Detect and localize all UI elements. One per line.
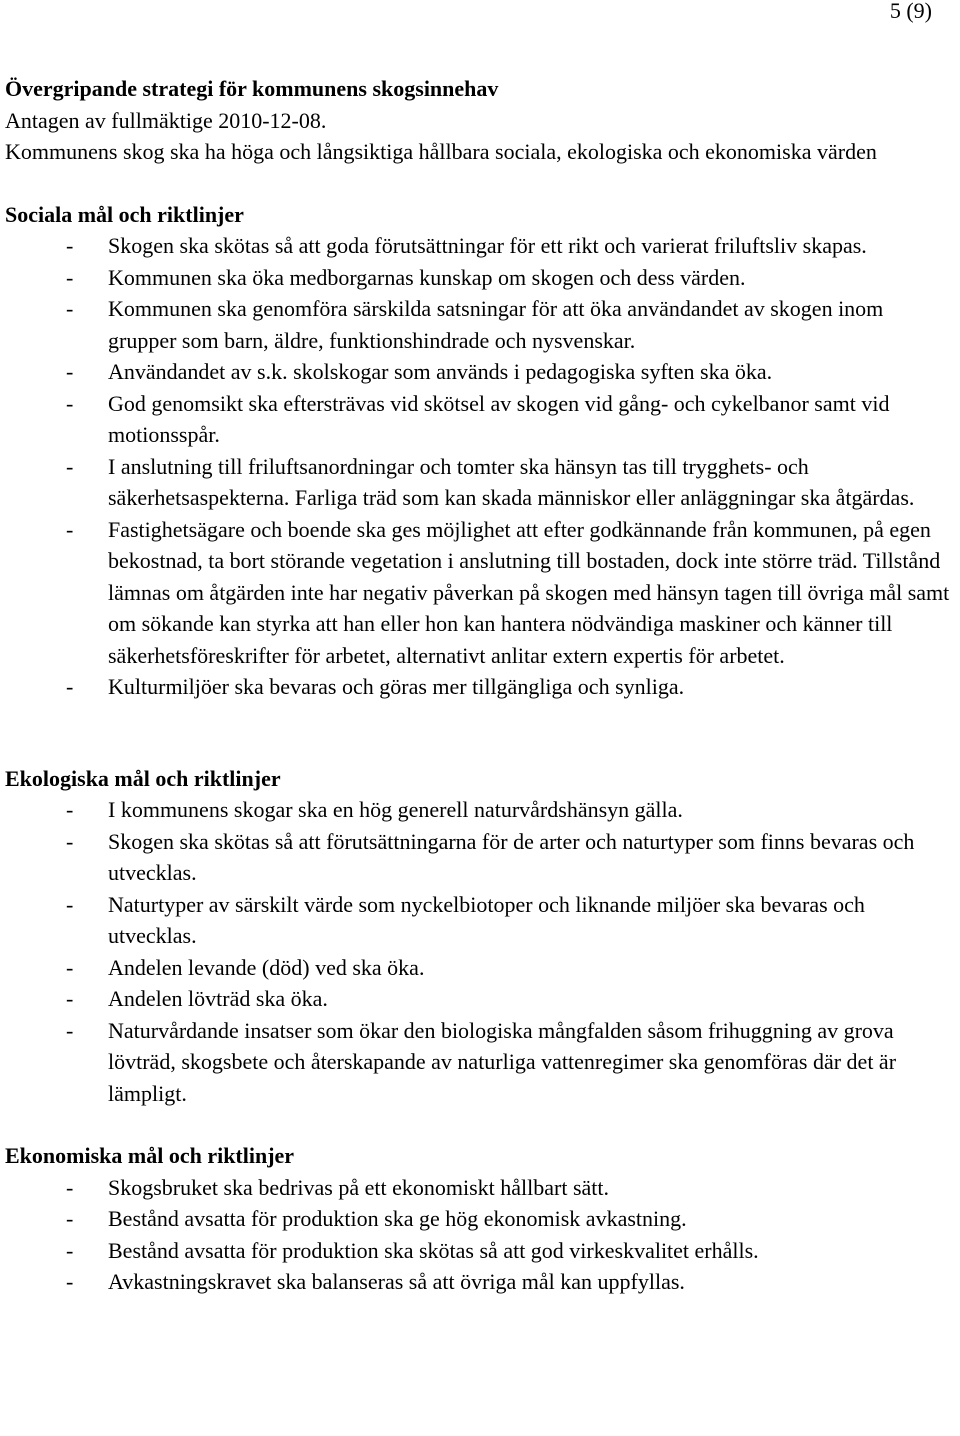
- list-item-text: Kulturmiljöer ska bevaras och göras mer tillgängliga och synliga.: [108, 674, 685, 699]
- section-heading: Ekologiska mål och riktlinjer: [5, 765, 281, 791]
- bullet-dash: -: [66, 1206, 74, 1231]
- list-item: [5, 451, 957, 514]
- list-item: [5, 230, 957, 262]
- list-item-text: I kommunens skogar ska en hög generell naturvårdshänsyn gälla.: [108, 797, 683, 822]
- section-heading: Ekonomiska mål och riktlinjer: [5, 1143, 295, 1168]
- section-ecological: [5, 763, 957, 1110]
- list-item: [5, 1172, 957, 1204]
- list-item-text: Skogen ska skötas så att förutsättningarna för de arter och naturtyper som finns bevaras och utvecklas.: [108, 828, 915, 885]
- strategy-title: Övergripande strategi för kommunens skogsinnehav: [5, 76, 499, 101]
- list-item: [5, 983, 957, 1015]
- section-heading: Sociala mål och riktlinjer: [5, 201, 244, 227]
- list-item: [5, 262, 957, 294]
- list-item-text: God genomsikt ska eftersträvas vid skötsel av skogen vid gång- och cykelbanor samt vid motionsspår.: [108, 390, 890, 447]
- list-item: [5, 1235, 957, 1267]
- list-item-text: Andelen levande (död) ved ska öka.: [108, 954, 425, 980]
- list-item-text: Kommunen ska öka medborgarnas kunskap om skogen och dess värden.: [108, 264, 746, 290]
- bullet-dash: -: [66, 674, 74, 699]
- page-number: 5 (9): [889, 0, 932, 23]
- list-item: [5, 671, 957, 703]
- bullet-list: [5, 794, 957, 1109]
- list-item-text: Naturvårdande insatser som ökar den biologiska mångfalden såsom frihuggning av grova lövträd, skogsbete och återskapande av naturliga vattenregimer ska genomföras där det är lämpligt.: [108, 1017, 897, 1106]
- list-item-text: Bestånd avsatta för produktion ska ge hög ekonomisk avkastning.: [108, 1206, 687, 1231]
- list-item: [5, 889, 957, 952]
- list-item-text: Skogen ska skötas så att goda förutsättningar för ett rikt och varierat friluftsliv skapas.: [108, 233, 867, 258]
- list-item-text: Andelen lövträd ska öka.: [108, 986, 328, 1011]
- bullet-dash: -: [66, 359, 74, 384]
- bullet-dash: -: [66, 891, 74, 917]
- list-item-text: I anslutning till friluftsanordningar och tomter ska hänsyn tas till trygghets- och säkerhetsaspekterna. Farliga träd som kan skada människor eller anläggningar ska åtgärdas.: [108, 453, 915, 510]
- list-item: [5, 826, 957, 889]
- list-item-text: Användandet av s.k. skolskogar som används i pedagogiska syften ska öka.: [108, 359, 773, 384]
- list-item-text: Kommunen ska genomföra särskilda satsningar för att öka användandet av skogen inom grupper som barn, äldre, funktionshindrade och nysvenskar.: [108, 296, 884, 353]
- list-item-text: Bestånd avsatta för produktion ska skötas så att god virkeskvalitet erhålls.: [108, 1237, 759, 1263]
- adoption-date: Antagen av fullmäktige 2010-12-08.: [5, 107, 327, 133]
- bullet-dash: -: [66, 1174, 74, 1200]
- bullet-list: [5, 230, 957, 703]
- bullet-dash: -: [66, 296, 74, 321]
- section-economic: [5, 1140, 957, 1298]
- bullet-dash: -: [66, 390, 74, 416]
- strategy-vision: Kommunens skog ska ha höga och långsiktiga hållbara sociala, ekologiska och ekonomiska värden: [5, 139, 877, 164]
- bullet-dash: -: [66, 1017, 74, 1043]
- bullet-dash: -: [66, 1269, 74, 1294]
- bullet-dash: -: [66, 233, 74, 258]
- list-item: [5, 356, 957, 388]
- list-item: [5, 514, 957, 672]
- list-item: [5, 293, 957, 356]
- bullet-dash: -: [66, 986, 74, 1011]
- bullet-dash: -: [66, 453, 74, 479]
- list-item: [5, 1203, 957, 1235]
- list-item-text: Naturtyper av särskilt värde som nyckelbiotoper och liknande miljöer ska bevaras och utvecklas.: [108, 891, 865, 948]
- bullet-dash: -: [66, 954, 74, 980]
- list-item-text: Avkastningskravet ska balanseras så att övriga mål kan uppfyllas.: [108, 1269, 685, 1294]
- bullet-list: [5, 1172, 957, 1298]
- section-social: [5, 199, 957, 703]
- list-item: [5, 388, 957, 451]
- bullet-dash: -: [66, 1237, 74, 1263]
- document-body: [5, 73, 957, 1298]
- bullet-dash: -: [66, 264, 74, 290]
- list-item: [5, 794, 957, 826]
- list-item-text: Skogsbruket ska bedrivas på ett ekonomiskt hållbart sätt.: [108, 1174, 610, 1200]
- bullet-dash: -: [66, 797, 74, 822]
- list-item: [5, 952, 957, 984]
- bullet-dash: -: [66, 516, 74, 542]
- list-item: [5, 1015, 957, 1110]
- list-item-text: Fastighetsägare och boende ska ges möjlighet att efter godkännande från kommunen, på egen bekostnad, ta bort störande vegetation i anslutning till bostaden, dock inte större träd. Tillstånd lämnas om åtgärden inte har negativ påverkan på skogen med hänsyn tagen till övriga mål samt om sökande kan styrka att han eller hon kan hantera nödvändiga maskiner och känner till säkerhetsföreskrifter för arbetet, alternativt anlitar extern expertis för arbetet.: [108, 516, 950, 668]
- bullet-dash: -: [66, 828, 74, 854]
- list-item: [5, 1266, 957, 1298]
